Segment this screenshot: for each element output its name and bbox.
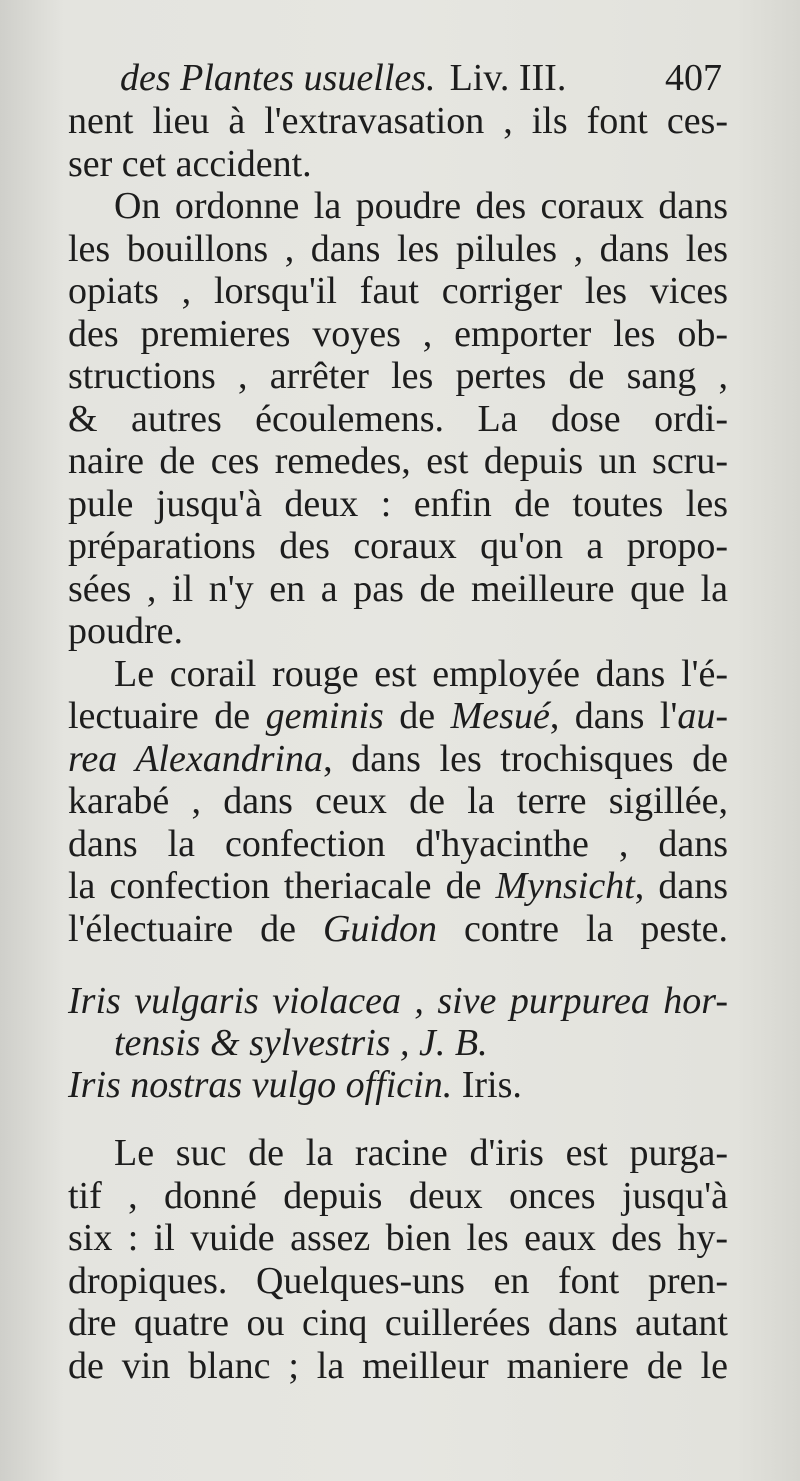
text-line: Le suc de la racine d'iris est purga- bbox=[114, 1132, 728, 1174]
text-line: naire de ces remedes, est depuis un scru- bbox=[68, 440, 728, 482]
plant-entry-heading bbox=[68, 980, 728, 1106]
paragraph-3 bbox=[68, 653, 728, 951]
text-line: dre quatre ou cinq cuillerées dans autant bbox=[68, 1302, 728, 1344]
text-line: karabé , dans ceux de la terre sigillée, bbox=[68, 780, 728, 822]
text-line: Le corail rouge est employée dans l'é- bbox=[114, 652, 728, 695]
text-line: les bouillons , dans les pilules , dans les bbox=[68, 227, 728, 270]
paragraph-1 bbox=[68, 100, 728, 185]
book-reference: Liv. III. bbox=[449, 57, 567, 99]
paragraph-4 bbox=[68, 1132, 728, 1387]
text-line: opiats , lorsqu'il faut corriger les vices bbox=[68, 270, 728, 312]
text-line: dropiques. Quelques-uns en font pren- bbox=[68, 1259, 728, 1302]
running-title: des Plantes usuelles. bbox=[120, 57, 436, 99]
text-line: poudre. bbox=[68, 610, 184, 652]
text-line: pule jusqu'à deux : enfin de toutes les bbox=[68, 482, 728, 525]
entry-name-line: Iris vulgaris violacea , sive purpurea hor- bbox=[68, 980, 728, 1022]
paragraph-2 bbox=[68, 185, 728, 653]
entry-name-line: Iris nostras vulgo officin. Iris. bbox=[68, 1064, 522, 1106]
text-line: & autres écoulemens. La dose ordi- bbox=[68, 397, 728, 440]
text-line: ser cet accident. bbox=[68, 142, 312, 185]
entry-name-line: tensis & sylvestris , J. B. bbox=[114, 1022, 488, 1064]
text-line: On ordonne la poudre des coraux dans bbox=[114, 185, 728, 227]
text-block bbox=[68, 56, 728, 1387]
text-line: structions , arrêter les pertes de sang , bbox=[68, 355, 728, 397]
text-line: lectuaire de geminis de Mesué, dans l'au- bbox=[68, 695, 728, 737]
text-line: dans la confection d'hyacinthe , dans bbox=[68, 822, 728, 865]
text-line: rea Alexandrina, dans les trochisques de bbox=[68, 737, 728, 780]
page-number: 407 bbox=[665, 57, 722, 99]
text-line: sées , il n'y en a pas de meilleure que la bbox=[68, 567, 728, 610]
text-line: nent lieu à l'extravasation , ils font ces- bbox=[68, 100, 728, 142]
text-line: la confection theriacale de Mynsicht, dans bbox=[68, 865, 728, 907]
running-header bbox=[68, 56, 728, 100]
text-line: tif , donné depuis deux onces jusqu'à bbox=[68, 1174, 728, 1217]
text-line: l'électuaire de Guidon contre la peste. bbox=[68, 907, 728, 950]
text-line: six : il vuide assez bien les eaux des hy- bbox=[68, 1217, 728, 1259]
text-line: de vin blanc ; la meilleur maniere de le bbox=[68, 1344, 728, 1387]
text-line: préparations des coraux qu'on a propo- bbox=[68, 525, 728, 567]
text-line: des premieres voyes , emporter les ob- bbox=[68, 312, 728, 355]
